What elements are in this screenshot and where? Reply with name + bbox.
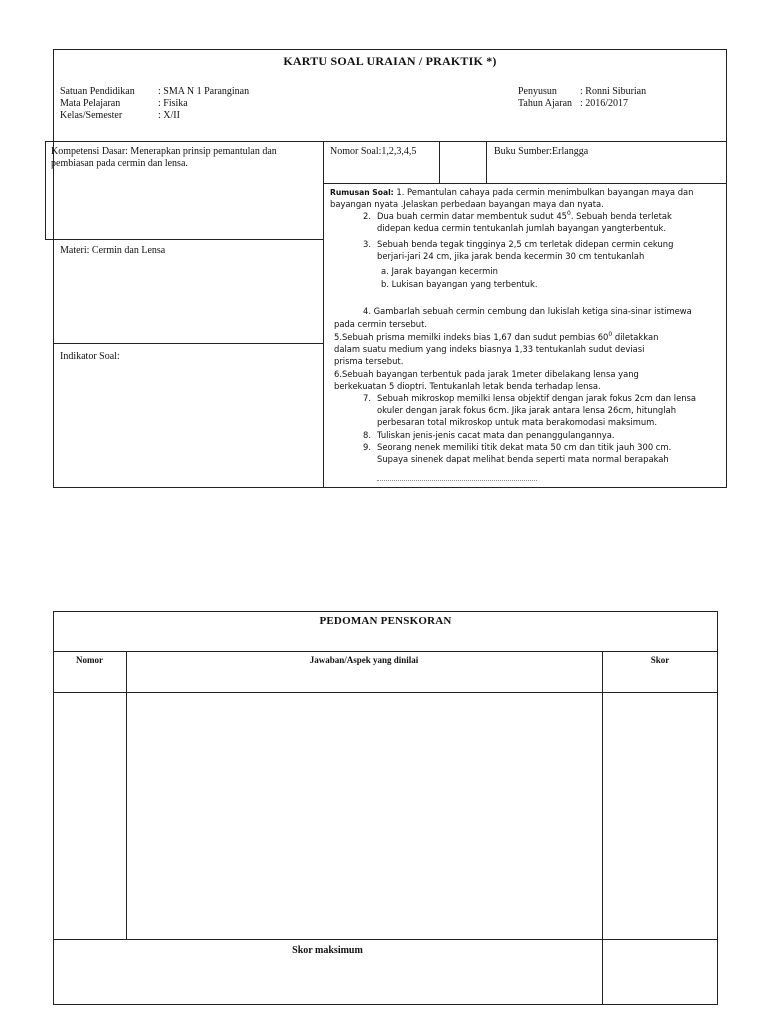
- clipped-line-fragment: [377, 479, 537, 482]
- label-mapel: Mata Pelajaran: [60, 98, 121, 109]
- scoring-title: PEDOMAN PENSKORAN: [319, 615, 452, 627]
- q7-num: 7.: [363, 393, 371, 403]
- scoring-col-line-2: [602, 651, 603, 1005]
- q8-line1: Tuliskan jenis-jenis cacat mata dan penanggulangannya.: [377, 430, 615, 440]
- q5-text-a: 5.Sebuah prisma memilki indeks bias 1,67 dan sudut pembias 60: [334, 332, 609, 342]
- value-satuan: : SMA N 1 Paranginan: [158, 86, 250, 97]
- scoring-title-divider: [53, 651, 718, 652]
- q7-line3: perbesaran total mikroskop untuk mata berakomodasi maksimum.: [377, 417, 657, 427]
- q5-text-a-end: diletakkan: [612, 332, 659, 342]
- q2-line2: didepan kedua cermin tentukanlah jumlah bayangan yangterbentuk.: [377, 223, 667, 233]
- materi-text: Materi: Cermin dan Lensa: [60, 245, 166, 256]
- q3-sub-a: a. Jarak bayangan kecermin: [381, 266, 498, 276]
- q9-line1: Seorang nenek memiliki titik dekat mata 50 cm dan titik jauh 300 cm.: [377, 442, 672, 452]
- q3-line2: berjari-jari 24 cm, jika jarak benda kecermin 30 cm tentukanlah: [377, 251, 645, 261]
- q2-text-a: Dua buah cermin datar membentuk sudut 45: [377, 211, 568, 221]
- q7-line1: Sebuah mikroskop memilki lensa objektif dengan jarak fokus 2cm dan lensa: [377, 393, 697, 403]
- q9-num: 9.: [363, 442, 371, 452]
- col-divider-2: [486, 141, 487, 183]
- info-left: [60, 86, 320, 122]
- nomor-soal: Nomor Soal:1,2,3,4,5: [330, 146, 417, 157]
- scoring-header-divider: [53, 692, 718, 693]
- scoring-body-divider: [53, 939, 718, 940]
- value-tahun: : 2016/2017: [580, 98, 629, 109]
- buku-sumber: Buku Sumber:Erlangga: [494, 146, 589, 157]
- q5-line1: [334, 332, 658, 344]
- value-kelas: : X/II: [158, 110, 180, 121]
- q8-num: 8.: [363, 430, 371, 440]
- indikator-text: Indikator Soal:: [60, 351, 120, 362]
- rumusan-label: Rumusan Soal:: [330, 188, 394, 197]
- q5-line2: dalam suatu medium yang indeks biasnya 1,33 tentukanlah sudut deviasi: [334, 344, 645, 354]
- label-satuan: Satuan Pendidikan: [60, 86, 135, 97]
- q1-text-a: 1. Pemantulan cahaya pada cermin menimbulkan bayangan maya dan: [396, 187, 694, 197]
- col-skor: Skor: [650, 655, 670, 665]
- q7-line2: okuler dengan jarak fokus 6cm. Jika jarak antara lensa 26cm, hitunglah: [377, 405, 677, 415]
- value-mapel: : Fisika: [158, 98, 188, 109]
- col-jawaban: Jawaban/Aspek yang dinilai: [309, 655, 419, 665]
- q5-line3: prisma tersebut.: [334, 356, 404, 366]
- q2-text-a-end: . Sebuah benda terletak: [570, 211, 672, 221]
- rumusan-area: [324, 184, 726, 486]
- value-penyusun: : Ronni Siburian: [580, 86, 647, 97]
- info-right: [518, 86, 718, 110]
- q6-line1: 6.Sebuah bayangan terbentuk pada jarak 1meter dibelakang lensa yang: [334, 369, 639, 379]
- q2-line1: [377, 211, 672, 223]
- label-tahun: Tahun Ajaran: [518, 98, 573, 109]
- kompetensi-line1: Kompetensi Dasar: Menerapkan prinsip pemantulan dan: [51, 146, 277, 157]
- q2-degree: 0: [567, 210, 571, 218]
- scoring-col-line-1: [126, 651, 127, 939]
- kompetensi-text: [51, 146, 321, 170]
- card-title: KARTU SOAL URAIAN / PRAKTIK *): [283, 54, 497, 68]
- label-kelas: Kelas/Semester: [60, 110, 123, 121]
- q4-line1: 4. Gambarlah sebuah cermin cembung dan lukislah ketiga sina-sinar istimewa: [363, 306, 692, 316]
- q1-line2: bayangan nyata .Jelaskan perbedaan bayangan maya dan nyata.: [330, 199, 604, 209]
- materi-divider: [53, 343, 324, 344]
- label-penyusun: Penyusun: [518, 86, 557, 97]
- kompetensi-line2: pembiasan pada cermin dan lensa.: [51, 158, 188, 169]
- col-divider-1: [439, 141, 440, 183]
- q3-sub-b: b. Lukisan bayangan yang terbentuk.: [381, 279, 538, 289]
- q3-line1: Sebuah benda tegak tingginya 2,5 cm terletak didepan cermin cekung: [377, 239, 674, 249]
- q5-degree: 0: [608, 331, 613, 339]
- q9-line2: Supaya sinenek dapat melihat benda seperti mata normal berapakah: [377, 454, 669, 464]
- q1-line1: [330, 187, 693, 199]
- q6-line2: berkekuatan 5 dioptri. Tentukanlah letak benda terhadap lensa.: [334, 381, 601, 391]
- skor-maksimum-label: Skor maksimum: [292, 945, 363, 956]
- q3-num: 3.: [363, 239, 371, 249]
- q2-num: 2.: [363, 211, 371, 221]
- q4-line2: pada cermin tersebut.: [334, 319, 428, 329]
- col-nomor: Nomor: [76, 655, 103, 665]
